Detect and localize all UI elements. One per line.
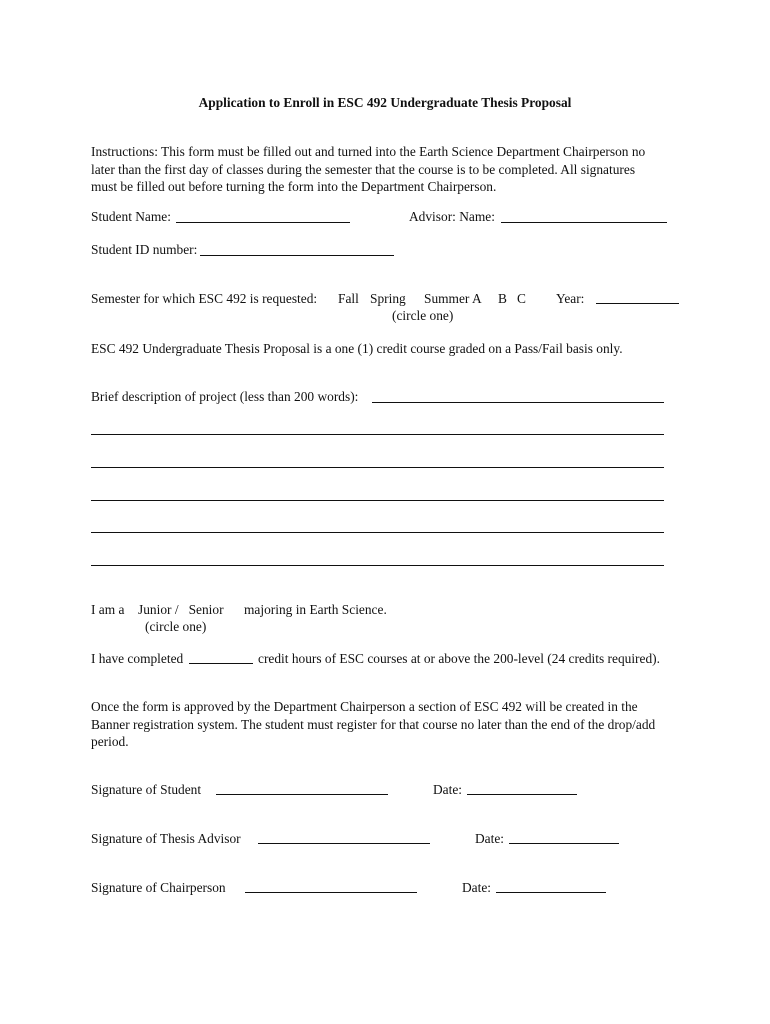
credit-note: ESC 492 Undergraduate Thesis Proposal is a one (1) credit course graded on a Pass/Fail basis only. bbox=[91, 341, 623, 356]
advisor-name-field[interactable] bbox=[501, 222, 667, 223]
instructions-line: Instructions: This form must be filled out and turned into the Earth Science Department Chairperson no bbox=[91, 144, 646, 159]
advisor-signature-label: Signature of Thesis Advisor bbox=[91, 831, 241, 846]
chairperson-date-field[interactable] bbox=[496, 892, 606, 893]
chairperson-signature-field[interactable] bbox=[245, 892, 417, 893]
semester-label: Semester for which ESC 492 is requested: bbox=[91, 291, 318, 306]
approval-paragraph bbox=[91, 698, 691, 751]
standing-options[interactable]: Junior / Senior bbox=[138, 602, 224, 617]
description-line[interactable] bbox=[372, 402, 664, 403]
advisor-signature-field[interactable] bbox=[258, 843, 430, 844]
standing-circle-note: (circle one) bbox=[145, 619, 207, 634]
description-line[interactable] bbox=[91, 565, 664, 566]
advisor-date-label: Date: bbox=[475, 831, 504, 846]
instructions-line: later than the first day of classes during the semester that the course is to be completed. All signatures bbox=[91, 161, 636, 177]
year-field[interactable] bbox=[596, 303, 679, 304]
description-line[interactable] bbox=[91, 500, 664, 501]
description-label: Brief description of project (less than 200 words): bbox=[91, 389, 359, 404]
completed-suffix: credit hours of ESC courses at or above the 200-level (24 credits required). bbox=[258, 651, 660, 666]
instructions-line: must be filled out before turning the form into the Department Chairperson. bbox=[91, 179, 497, 194]
description-line[interactable] bbox=[91, 434, 664, 435]
semester-option-fall[interactable]: Fall bbox=[338, 291, 359, 306]
student-name-field[interactable] bbox=[176, 222, 350, 223]
student-date-field[interactable] bbox=[467, 794, 577, 795]
year-label: Year: bbox=[556, 291, 585, 306]
student-id-field[interactable] bbox=[200, 255, 394, 256]
chairperson-signature-label: Signature of Chairperson bbox=[91, 880, 226, 895]
completed-prefix: I have completed bbox=[91, 651, 184, 666]
student-date-label: Date: bbox=[433, 782, 462, 797]
approval-line: Banner registration system. The student must register for that course no later than the end of the drop/add bbox=[91, 716, 656, 732]
standing-suffix: majoring in Earth Science. bbox=[244, 602, 387, 617]
semester-option-spring[interactable]: Spring bbox=[370, 291, 406, 306]
chairperson-date-label: Date: bbox=[462, 880, 491, 895]
semester-option-c[interactable]: C bbox=[517, 291, 526, 306]
description-line[interactable] bbox=[91, 532, 664, 533]
semester-option-b[interactable]: B bbox=[498, 291, 507, 306]
advisor-name-label: Advisor: Name: bbox=[409, 209, 495, 224]
approval-line: Once the form is approved by the Department Chairperson a section of ESC 492 will be created in the bbox=[91, 699, 638, 714]
form-title: Application to Enroll in ESC 492 Undergraduate Thesis Proposal bbox=[198, 95, 572, 110]
standing-prefix: I am a bbox=[91, 602, 125, 617]
instructions-paragraph bbox=[91, 143, 691, 196]
semester-option-summer-a[interactable]: Summer A bbox=[424, 291, 482, 306]
description-line[interactable] bbox=[91, 467, 664, 468]
approval-line: period. bbox=[91, 734, 129, 749]
student-name-label: Student Name: bbox=[91, 209, 171, 224]
semester-circle-note: (circle one) bbox=[392, 308, 454, 323]
credit-hours-field[interactable] bbox=[189, 663, 253, 664]
student-signature-label: Signature of Student bbox=[91, 782, 202, 797]
student-id-label: Student ID number: bbox=[91, 242, 198, 257]
student-signature-field[interactable] bbox=[216, 794, 388, 795]
advisor-date-field[interactable] bbox=[509, 843, 619, 844]
